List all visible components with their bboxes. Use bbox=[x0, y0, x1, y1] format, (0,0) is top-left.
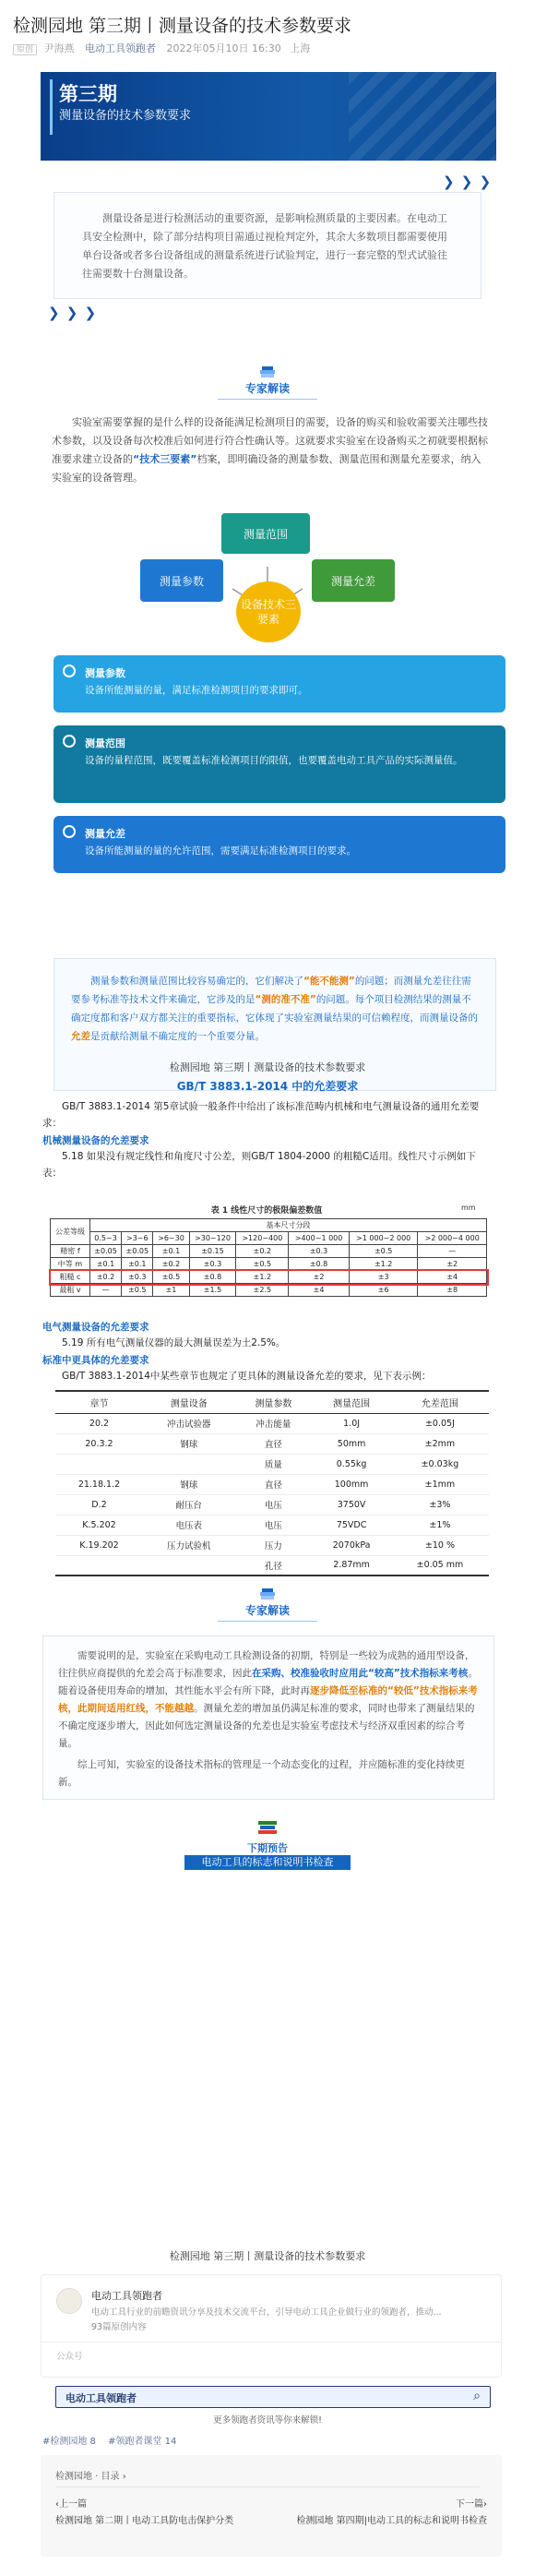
table-cell: ±2mm bbox=[391, 1433, 489, 1454]
original-badge: 原创 bbox=[13, 44, 37, 55]
page2-intro: GB/T 3883.1-2014 第5章试验一般条件中给出了该标准范畴内机械和电气测量设备的通用允差要求： bbox=[42, 1101, 480, 1129]
electrical-heading: 电气测量设备的允差要求 bbox=[42, 1322, 149, 1333]
table-cell: ±0.2 bbox=[89, 1271, 121, 1284]
specific-heading: 标准中更具体的允差要求 bbox=[42, 1355, 149, 1366]
table-cell bbox=[55, 1454, 143, 1474]
section2-emphasis: 逐步降低至标准的“较低”技术指标来考核，此期间适用红线，不能越越 bbox=[58, 1685, 478, 1714]
table2-header: 测量范围 bbox=[312, 1391, 391, 1413]
table-cell: ±0.05 bbox=[89, 1245, 121, 1258]
table-row bbox=[55, 1535, 489, 1555]
quote-emphasis: “测的准不准” bbox=[255, 994, 316, 1005]
section1-text-a: 实验室需要掌握的是什么样的设备能满足检测项目的需要，设备的购买和验收需要关注哪些技术参数，以及设备每次校准后如何进行符合性确认等。这就要求实验室在设备购买之初就要根据标准要求建立设备的 bbox=[52, 416, 488, 465]
account-desc: 电动工具行业的前瞻资讯分享及技术交流平台，引导电动工具企业做行业的领跑者，推动... bbox=[91, 2307, 442, 2318]
quote-emphasis: “能不能测” bbox=[303, 976, 355, 987]
table-cell: ±0.5 bbox=[236, 1258, 289, 1271]
table-cell: 最粗 v bbox=[51, 1284, 90, 1297]
author: 尹海燕 bbox=[43, 42, 75, 54]
card-text: 设备的量程范围，既要覆盖标准检测项目的限值，也要覆盖电动工具产品的实际测量值。 bbox=[85, 755, 463, 766]
tag-link[interactable]: #领跑者课堂 14 bbox=[108, 2437, 177, 2447]
section1-paragraph bbox=[52, 413, 489, 487]
table-cell: 电压表 bbox=[143, 1515, 235, 1535]
table-cell: 耐压台 bbox=[143, 1494, 235, 1515]
table-cell: 3750V bbox=[312, 1494, 391, 1515]
table2-header: 章节 bbox=[55, 1391, 143, 1413]
table-cell: 2.87mm bbox=[312, 1555, 391, 1576]
table-cell: ±0.1 bbox=[89, 1258, 121, 1271]
section2-text: 。随着设备使用寿命的增加，其性能水平会有所下降，此时再 bbox=[58, 1668, 478, 1696]
account-link[interactable]: 电动工具领跑者 bbox=[85, 42, 157, 54]
page3-title: 检测园地 第三期丨测量设备的技术参数要求 bbox=[169, 2250, 366, 2262]
publish-time: 2022年05月10日 16:30 bbox=[166, 42, 281, 54]
table-cell: 100mm bbox=[312, 1474, 391, 1494]
tag-link[interactable]: #检测园地 8 bbox=[42, 2437, 96, 2447]
table-cell: ±0.05 mm bbox=[391, 1555, 489, 1576]
table-cell: 电压 bbox=[235, 1515, 313, 1535]
table-row bbox=[55, 1454, 489, 1474]
expert-heading: 专家解读 bbox=[244, 1604, 290, 1617]
mechanical-heading: 机械测量设备的允差要求 bbox=[42, 1135, 149, 1146]
table-cell: ±0.2 bbox=[236, 1245, 289, 1258]
section2-text: 需要说明的是，实验室在采购电动工具检测设备的初期，特别是一些较为成熟的通用型设备，往往供应商提供的允差会高于标准要求，因此 bbox=[58, 1650, 475, 1679]
intro-box: 测量设备是进行检测活动的重要资源，是影响检测质量的主要因素。在电动工具安全检测中，除了部分结构项目需通过视检判定外，其余大多数项目都需要使用单台设备或者多台设备组成的测量系统进行试验判定，进行一套完整的型式试验往往需要数十台测量设备。 bbox=[54, 192, 482, 299]
diagram-parameter: 测量参数 bbox=[140, 559, 223, 602]
table1-header: >6~30 bbox=[153, 1232, 189, 1245]
table1-header: 0.5~3 bbox=[89, 1232, 121, 1245]
table-cell: 直径 bbox=[235, 1474, 313, 1494]
table-cell: 75VDC bbox=[312, 1515, 391, 1535]
table2-header: 允差范围 bbox=[391, 1391, 489, 1413]
table-cell: ±0.1 bbox=[153, 1245, 189, 1258]
table-cell: ±0.05J bbox=[391, 1413, 489, 1433]
table1-col-header: 公差等级 bbox=[51, 1219, 90, 1245]
table1-header: >120~400 bbox=[236, 1232, 289, 1245]
table1-header: >30~120 bbox=[189, 1232, 236, 1245]
table-cell: ±1.5 bbox=[189, 1284, 236, 1297]
table1-group-header: 基本尺寸分段 bbox=[89, 1219, 486, 1232]
table-cell: ±8 bbox=[418, 1284, 487, 1297]
table2-header: 测量参数 bbox=[235, 1391, 313, 1413]
table-cell: ±3 bbox=[349, 1271, 418, 1284]
search-text: 电动工具领跑者 bbox=[65, 2392, 137, 2404]
specific-tolerance-table bbox=[55, 1390, 489, 1576]
table-cell: 直径 bbox=[235, 1433, 313, 1454]
book-icon bbox=[260, 364, 275, 375]
table-cell: K.19.202 bbox=[55, 1535, 143, 1555]
table-cell: ±2 bbox=[418, 1258, 487, 1271]
table-cell: ±0.1 bbox=[122, 1258, 153, 1271]
table-cell: ±3% bbox=[391, 1494, 489, 1515]
table-cell: 精密 f bbox=[51, 1245, 90, 1258]
table-cell: ±10 % bbox=[391, 1535, 489, 1555]
book-icon bbox=[260, 1586, 275, 1597]
table-cell bbox=[143, 1454, 235, 1474]
specific-text: GB/T 3883.1-2014中某些章节也规定了更具体的测量设备允差的要求，见下表示例： bbox=[62, 1371, 432, 1382]
table-cell bbox=[143, 1555, 235, 1576]
quote-text: 是贡献给测量不确定度的一个重要分量。 bbox=[90, 1031, 265, 1042]
tag-list bbox=[42, 2433, 176, 2447]
table1-header: >2 000~4 000 bbox=[418, 1232, 487, 1245]
table-row-highlighted bbox=[51, 1271, 487, 1284]
table1-header: >1 000~2 000 bbox=[349, 1232, 418, 1245]
publish-location: 上海 bbox=[290, 42, 311, 54]
page2-title: 检测园地 第三期丨测量设备的技术参数要求 bbox=[169, 1061, 366, 1073]
table-cell: ±0.5 bbox=[349, 1245, 418, 1258]
issue-banner bbox=[41, 72, 496, 161]
account-type: 公众号 bbox=[56, 2352, 83, 2362]
table1-unit: mm bbox=[461, 1204, 476, 1212]
divider bbox=[218, 1621, 317, 1622]
section2-box bbox=[42, 1635, 494, 1800]
prev-article-link[interactable]: 检测园地 第二期丨电动工具防电击保护分类 bbox=[55, 2516, 234, 2526]
table-cell: 冲击能量 bbox=[235, 1413, 313, 1433]
card-text: 设备所能测量的量，满足标准检测项目的要求即可。 bbox=[85, 685, 308, 696]
table-cell bbox=[55, 1555, 143, 1576]
quote-text: 的问题。每个项目检测结果的测量不确定度都和客户双方都关注的重要指标，它体现了实验室测量结果的可信赖程度，而测量设备的 bbox=[71, 994, 478, 1024]
series-directory[interactable]: 检测园地 · 目录 › bbox=[55, 2472, 126, 2482]
table-cell: 0.55kg bbox=[312, 1454, 391, 1474]
diagram-range: 测量范围 bbox=[221, 513, 310, 554]
table-cell: ±4 bbox=[418, 1271, 487, 1284]
table-row bbox=[55, 1433, 489, 1454]
article-title: 检测园地 第三期丨测量设备的技术参数要求 bbox=[13, 16, 352, 36]
table-cell: ±2 bbox=[289, 1271, 350, 1284]
section2-text: 。测量允差的增加虽仍满足标准的要求，同时也带来了测量结果的不确定度逐步增大，因此如何选定测量设备的允差也是实验室考虑技术与经济双重因素的综合考量。 bbox=[58, 1703, 475, 1749]
table-cell: ±0.3 bbox=[122, 1271, 153, 1284]
series-navigation bbox=[41, 2455, 502, 2557]
table-cell: ±1% bbox=[391, 1515, 489, 1535]
three-elements-diagram bbox=[138, 513, 397, 642]
banner-issue: 第三期 bbox=[59, 83, 117, 105]
table-cell: 冲击试验器 bbox=[143, 1413, 235, 1433]
table-cell: 钢球 bbox=[143, 1433, 235, 1454]
table-cell: 20.2 bbox=[55, 1413, 143, 1433]
search-hint: 更多领跑者资讯等你来解锁! bbox=[213, 2415, 322, 2426]
electrical-text: 5.19 所有电气测量仪器的最大测量误差为土2.5%。 bbox=[62, 1337, 286, 1348]
banner-subtitle: 测量设备的技术参数要求 bbox=[59, 109, 192, 123]
table-cell: ±1.2 bbox=[349, 1258, 418, 1271]
table-cell: ±2.5 bbox=[236, 1284, 289, 1297]
next-article-link[interactable]: 检测园地 第四期|电动工具的标志和说明书检查 bbox=[296, 2516, 487, 2526]
divider bbox=[218, 399, 317, 400]
card-title: 测量允差 bbox=[85, 828, 125, 840]
table-cell: ±0.3 bbox=[189, 1258, 236, 1271]
page2-subtitle: GB/T 3883.1-2014 中的允差要求 bbox=[176, 1080, 359, 1093]
quote-text: 的问题；而测量允差往往需要参考标准等技术文件来确定，它涉及的是 bbox=[71, 976, 471, 1005]
table-cell: — bbox=[418, 1245, 487, 1258]
diagram-center: 设备技术三要素 bbox=[236, 581, 301, 642]
table-cell: ±1.2 bbox=[236, 1271, 289, 1284]
table-cell: 50mm bbox=[312, 1433, 391, 1454]
mechanical-text: 5.18 如果没有规定线性和角度尺寸公差，则GB/T 1804-2000 的粗糙C适用。线性尺寸示例如下表： bbox=[42, 1151, 476, 1179]
section2-highlight: 在采购、校准验收时应用此“较高”技术指标来考核 bbox=[252, 1668, 469, 1679]
card-range bbox=[54, 725, 505, 803]
table-cell: ±0.2 bbox=[153, 1258, 189, 1271]
card-tolerance bbox=[54, 816, 505, 873]
table-cell: 粗糙 c bbox=[51, 1271, 90, 1284]
table-cell: ±0.03kg bbox=[391, 1454, 489, 1474]
table-cell: 钢球 bbox=[143, 1474, 235, 1494]
table-row bbox=[51, 1284, 487, 1297]
table-cell: 孔径 bbox=[235, 1555, 313, 1576]
account-card[interactable] bbox=[41, 2274, 502, 2378]
table-cell: 1.0J bbox=[312, 1413, 391, 1433]
card-text: 设备所能测量的量的允许范围，需要满足标准检测项目的要求。 bbox=[85, 845, 356, 857]
account-logo bbox=[56, 2288, 82, 2314]
linear-tolerance-table bbox=[50, 1218, 487, 1297]
table2-header: 测量设备 bbox=[143, 1391, 235, 1413]
table-cell: ±0.8 bbox=[289, 1258, 350, 1271]
chevron-decoration-icon: ❯ ❯ ❯ bbox=[443, 174, 493, 190]
table-row bbox=[55, 1555, 489, 1576]
prev-label[interactable]: ‹上一篇 bbox=[55, 2499, 87, 2510]
table-cell: ±0.05 bbox=[122, 1245, 153, 1258]
table-cell: ±0.8 bbox=[189, 1271, 236, 1284]
table-cell: K.5.202 bbox=[55, 1515, 143, 1535]
table-cell: 20.3.2 bbox=[55, 1433, 143, 1454]
table-cell: 中等 m bbox=[51, 1258, 90, 1271]
table-cell: ±0.15 bbox=[189, 1245, 236, 1258]
section1-text-c: 档案，即明确设备的测量参数、测量范围和测量允差要求，纳入实验室的设备管理。 bbox=[52, 453, 482, 484]
card-title: 测量参数 bbox=[85, 667, 125, 679]
table1-header: >3~6 bbox=[122, 1232, 153, 1245]
table-cell: ±1mm bbox=[391, 1474, 489, 1494]
table-row bbox=[51, 1245, 487, 1258]
table-row bbox=[51, 1258, 487, 1271]
table-row bbox=[55, 1413, 489, 1433]
table-row bbox=[55, 1515, 489, 1535]
section2-conclusion: 综上可知，实验室的设备技术指标的管理是一个动态变化的过程，并应随标准的变化持续更新。 bbox=[58, 1759, 465, 1788]
table-row bbox=[55, 1494, 489, 1515]
search-icon[interactable]: ⌕ bbox=[473, 2389, 481, 2403]
table1-caption: 表 1 线性尺寸的极限偏差数值 bbox=[210, 1206, 323, 1216]
section1-highlight: “技术三要素” bbox=[133, 453, 197, 465]
account-name: 电动工具领跑者 bbox=[91, 2290, 162, 2302]
table-cell: ±4 bbox=[289, 1284, 350, 1297]
table-row bbox=[55, 1474, 489, 1494]
chevron-decoration-icon: ❯ ❯ ❯ bbox=[48, 305, 98, 321]
next-preview-label: 下期预告 bbox=[247, 1842, 288, 1854]
next-preview-title: 电动工具的标志和说明书检查 bbox=[184, 1855, 351, 1870]
table-cell: ±6 bbox=[349, 1284, 418, 1297]
table-cell: 2070kPa bbox=[312, 1535, 391, 1555]
table-cell: 压力 bbox=[235, 1535, 313, 1555]
table-cell: 压力试验机 bbox=[143, 1535, 235, 1555]
table-cell: 质量 bbox=[235, 1454, 313, 1474]
table-cell: D.2 bbox=[55, 1494, 143, 1515]
table-cell: ±0.5 bbox=[153, 1271, 189, 1284]
account-count: 93篇原创内容 bbox=[91, 2322, 147, 2332]
table-cell: — bbox=[89, 1284, 121, 1297]
table-cell: 电压 bbox=[235, 1494, 313, 1515]
next-label[interactable]: 下一篇› bbox=[456, 2499, 487, 2510]
quote-text: 测量参数和测量范围比较容易确定的，它们解决了 bbox=[90, 976, 303, 987]
quote-emphasis: 允差 bbox=[71, 1031, 90, 1042]
table-cell: ±0.3 bbox=[289, 1245, 350, 1258]
card-title: 测量范围 bbox=[85, 737, 125, 749]
search-bar[interactable] bbox=[55, 2386, 491, 2408]
table-cell: ±1 bbox=[153, 1284, 189, 1297]
table1-header: >400~1 000 bbox=[289, 1232, 350, 1245]
diagram-tolerance: 测量允差 bbox=[312, 559, 395, 602]
table-cell: ±0.5 bbox=[122, 1284, 153, 1297]
books-icon bbox=[258, 1820, 277, 1833]
article-meta bbox=[13, 41, 310, 55]
expert-heading: 专家解读 bbox=[244, 382, 290, 395]
card-parameter bbox=[54, 655, 505, 713]
table-cell: 21.18.1.2 bbox=[55, 1474, 143, 1494]
